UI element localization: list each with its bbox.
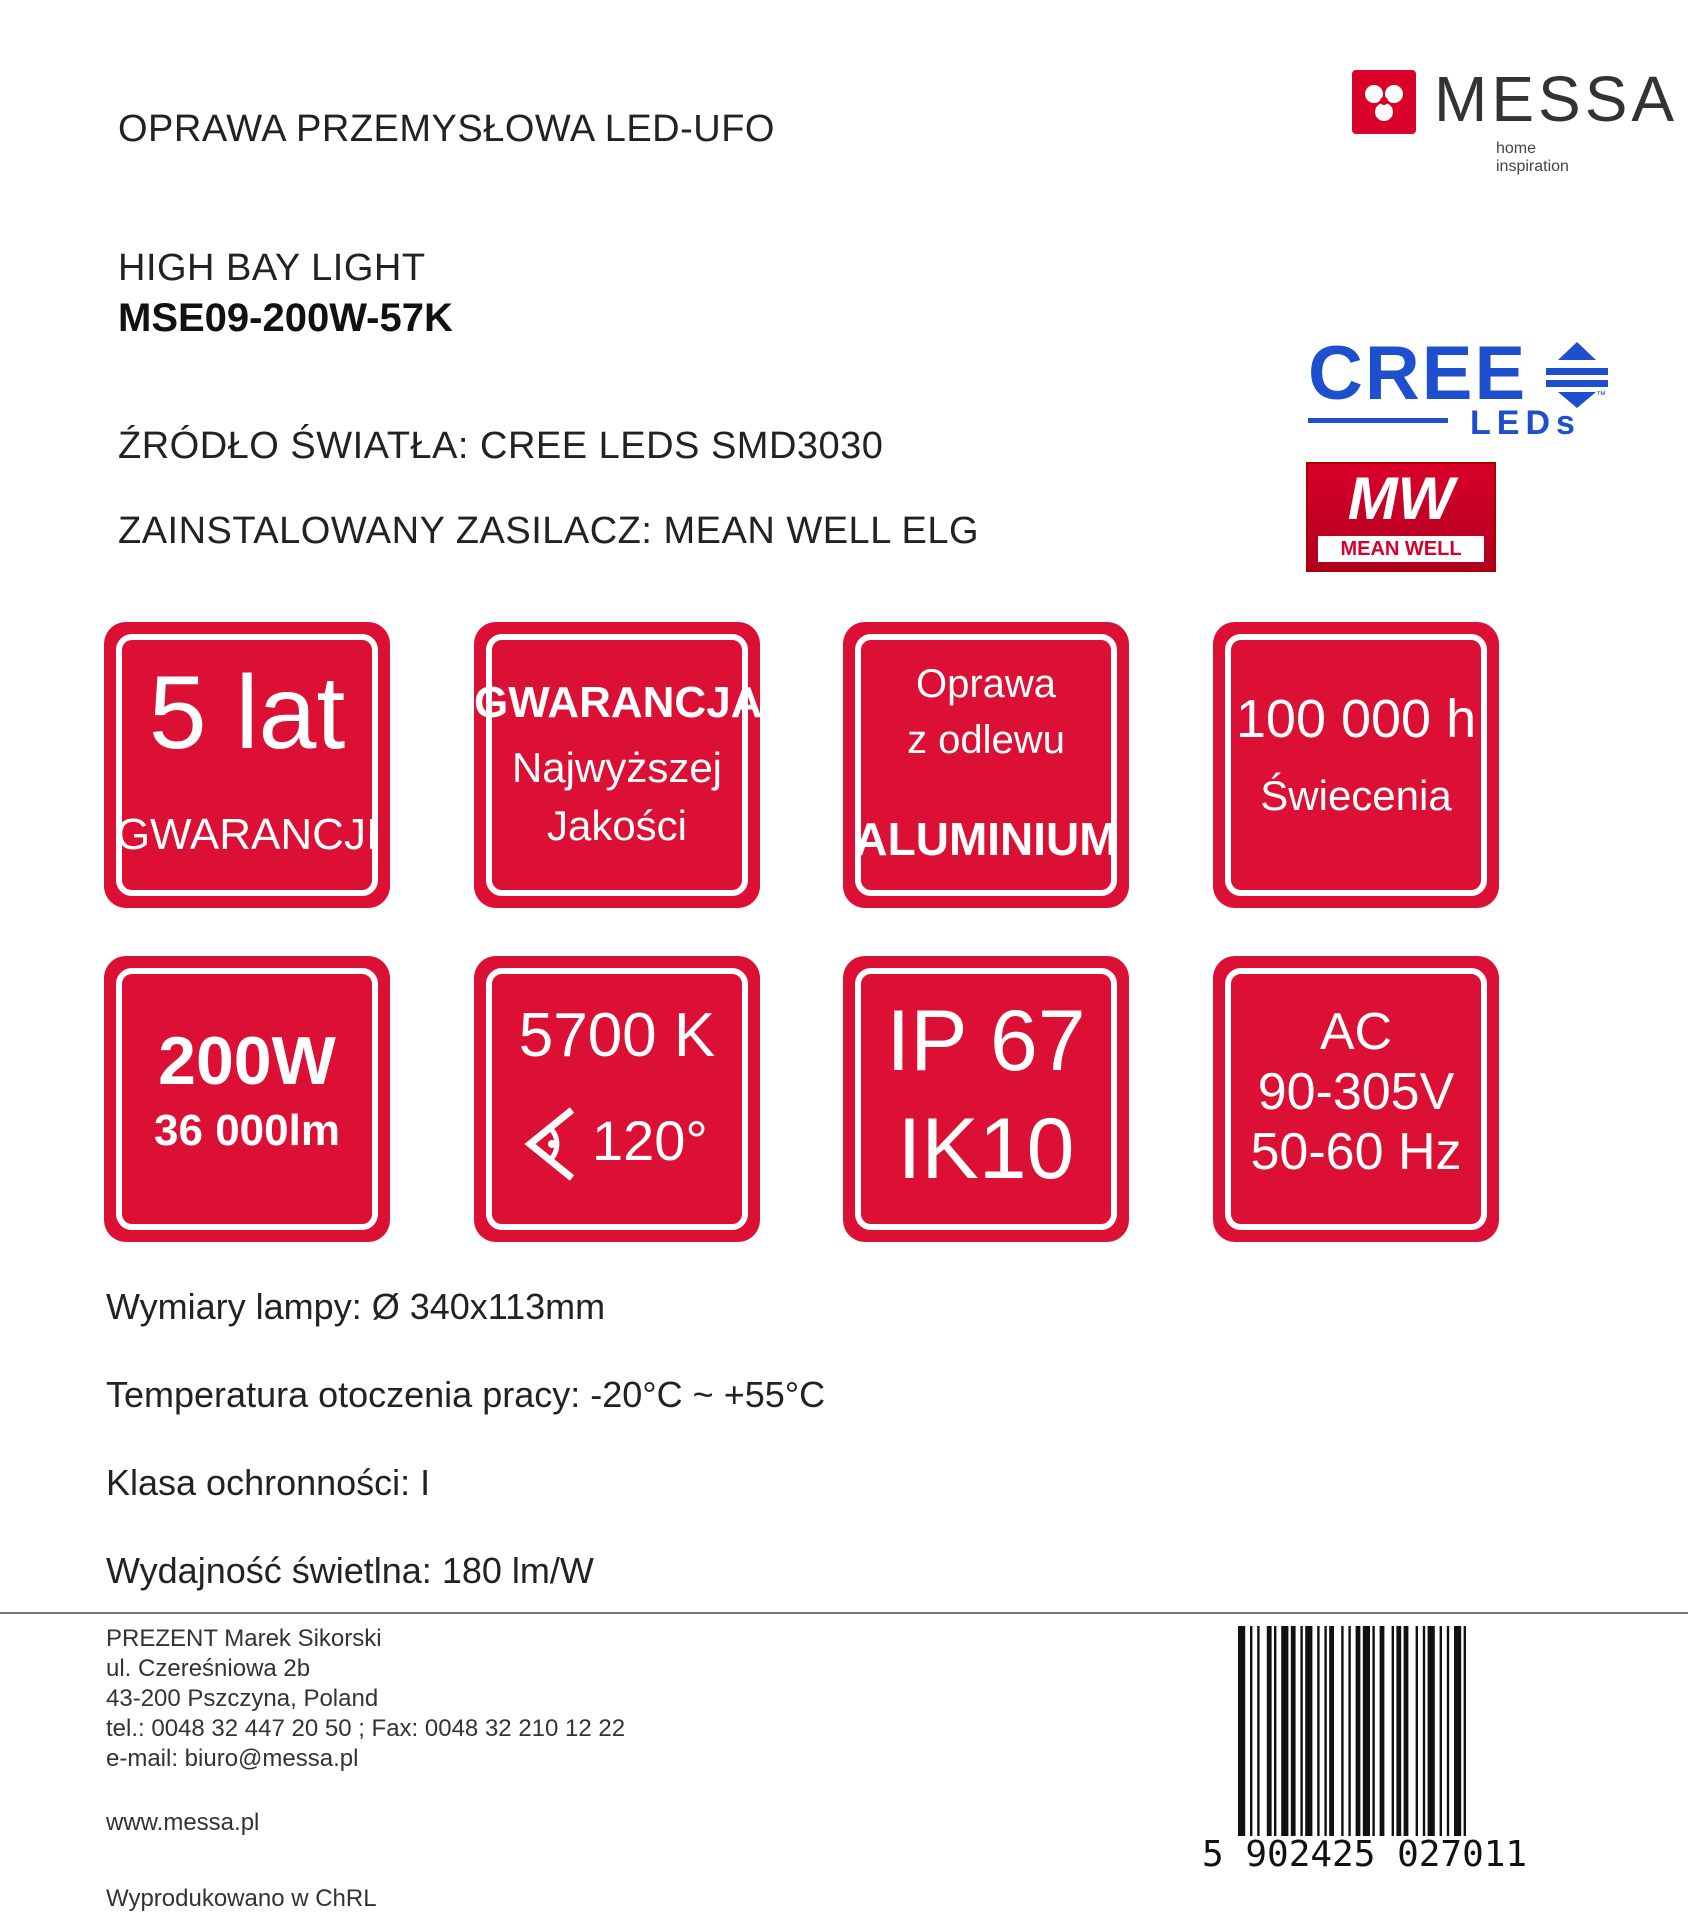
tile-warranty-years: 5 lat [148, 655, 346, 771]
tile-voltage [1213, 956, 1499, 1242]
tile-lifetime-hours [1213, 622, 1499, 908]
tile-lifetime-hours-value: 100 000 h [1235, 689, 1477, 749]
tile-voltage-ac: AC [1319, 1003, 1393, 1061]
barcode-bars [1238, 1626, 1568, 1836]
cree-underline [1308, 418, 1448, 423]
tile-aluminium-casting [843, 622, 1129, 908]
cree-tm: ™ [1596, 390, 1606, 401]
tile-ip-rating: IP 67 [886, 993, 1086, 1089]
company-website: www.messa.pl [106, 1809, 260, 1836]
flower-icon [1352, 70, 1416, 134]
product-category: OPRAWA PRZEMYSŁOWA LED-UFO [118, 108, 775, 150]
meanwell-label: MEAN WELL [1318, 536, 1484, 562]
tile-power-value: 200W [158, 1023, 336, 1099]
spec-protection-class: Klasa ochronności: I [106, 1462, 431, 1503]
logo-tagline: home inspiration [1496, 140, 1569, 175]
company-city: 43-200 Pszczyna, Poland [106, 1685, 379, 1712]
tile-lifetime-label: Świecenia [1260, 772, 1452, 819]
tile-color-temp: 5700 K [518, 1001, 716, 1070]
tile-power-lumen [104, 956, 390, 1242]
barcode [1202, 1626, 1568, 1878]
tile-frequency: 50-60 Hz [1250, 1123, 1462, 1181]
spec-temperature: Temperatura otoczenia pracy: -20°C ~ +55°C [106, 1374, 826, 1415]
spec-dimensions: Wymiary lampy: Ø 340x113mm [106, 1286, 606, 1327]
meanwell-mark: MW [1347, 465, 1455, 532]
power-supply-text: ZAINSTALOWANY ZASILACZ: MEAN WELL ELG [118, 510, 980, 552]
spec-efficacy: Wydajność świetlna: 180 lm/W [106, 1550, 594, 1591]
tile-quality-line3: Jakości [546, 802, 688, 849]
tile-aluminium-line2: z odlewu [907, 718, 1065, 762]
beam-angle-icon [524, 1104, 584, 1189]
tile-aluminium-line1: Oprawa [915, 662, 1057, 706]
company-address [106, 1624, 625, 1774]
meanwell-logo [1306, 462, 1496, 572]
tile-ik-rating: IK10 [897, 1101, 1075, 1197]
cree-leds-word: LEDs [1470, 404, 1581, 442]
tile-lumen-value: 36 000lm [154, 1106, 340, 1155]
made-in-note: Wyprodukowano w ChRL [106, 1885, 377, 1912]
barcode-number: 5 902425 027011 [1202, 1834, 1528, 1875]
tile-quality-guarantee [474, 622, 763, 908]
tile-ip-ik-rating [843, 956, 1129, 1242]
footer-divider [0, 1612, 1688, 1614]
company-phone: tel.: 0048 32 447 20 50 ; Fax: 0048 32 210 12 22 [106, 1715, 626, 1742]
tile-warranty-label: GWARANCJI [115, 810, 379, 859]
tile-aluminium-title: ALUMINIUM [854, 813, 1118, 865]
product-subtitle: HIGH BAY LIGHT [118, 247, 426, 289]
logo-word: MESSA [1434, 63, 1679, 135]
tile-warranty-5-years [104, 622, 390, 908]
tile-voltage-range: 90-305V [1257, 1063, 1455, 1121]
tile-color-temp-angle [474, 956, 760, 1242]
company-email: e-mail: biuro@messa.pl [106, 1745, 359, 1772]
product-model: MSE09-200W-57K [118, 296, 453, 340]
cree-logo [1308, 330, 1618, 450]
tile-quality-title: GWARANCJA [474, 678, 763, 727]
tile-quality-line2: Najwyższej [511, 744, 723, 791]
tile-beam-angle: 120° [592, 1109, 708, 1172]
light-source-text: ŹRÓDŁO ŚWIATŁA: CREE LEDS SMD3030 [118, 425, 884, 467]
company-street: ul. Czereśniowa 2b [106, 1655, 311, 1682]
messa-logo [1352, 63, 1679, 175]
company-name: PREZENT Marek Sikorski [106, 1625, 382, 1652]
cree-word: CREE [1308, 331, 1528, 416]
